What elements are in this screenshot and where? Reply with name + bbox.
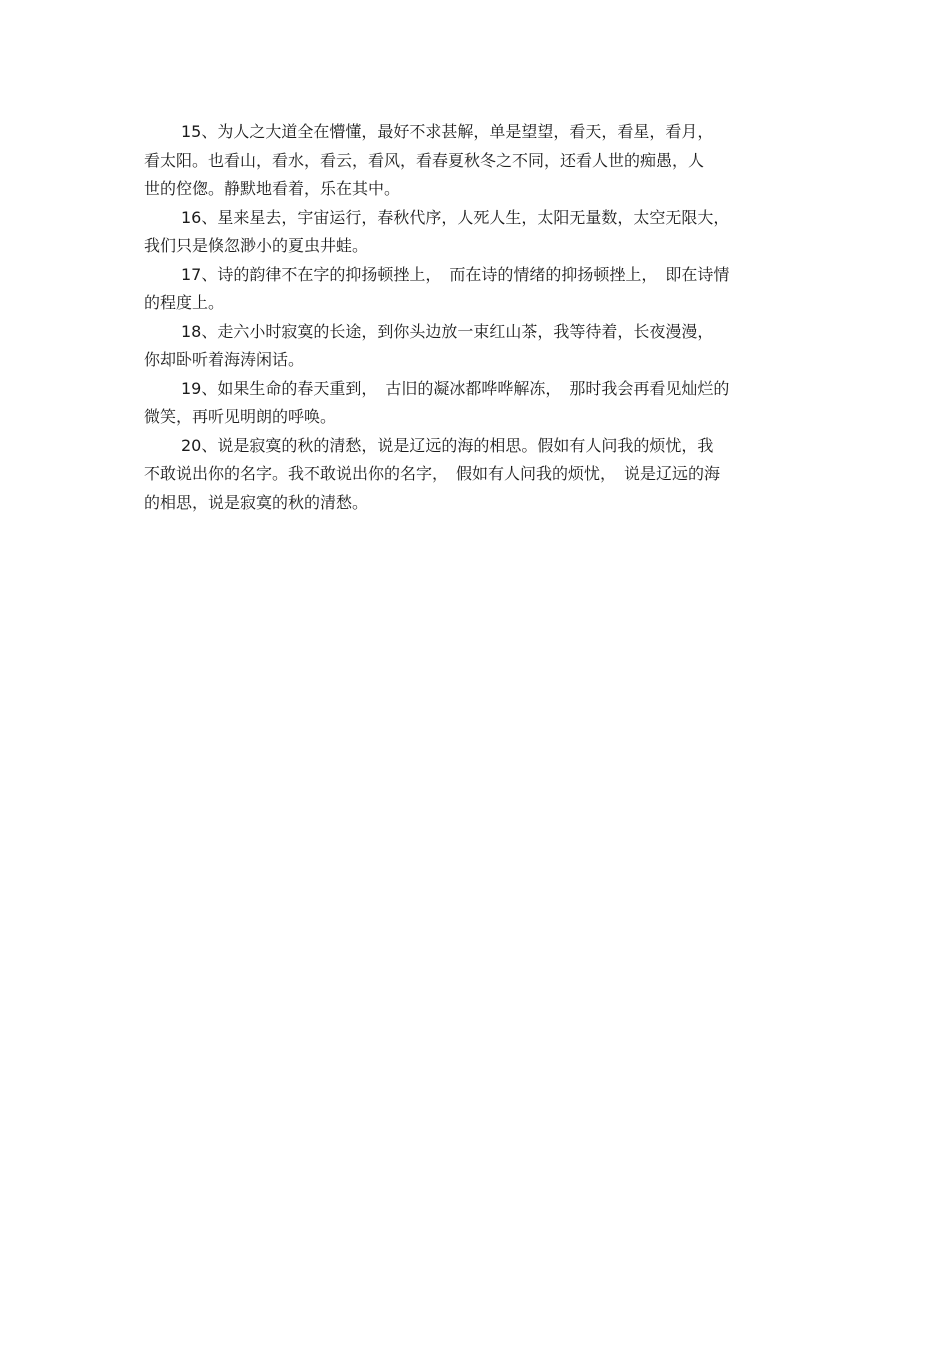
paragraph-line: 看太阳。也看山，看水，看云，看风，看春夏秋冬之不同，还看人世的痴愚，人	[144, 150, 705, 170]
paragraph-line: 17、诗的韵律不在字的抑扬顿挫上， 而在诗的情绪的抑扬顿挫上， 即在诗情	[181, 264, 730, 284]
paragraph-17	[144, 261, 806, 318]
paragraph-15	[144, 118, 806, 204]
paragraph-line: 15、为人之大道全在懵懂，最好不求甚解，单是望望，看天，看星，看月，	[181, 122, 714, 141]
paragraph-line: 我们只是倏忽渺小的夏虫井蛙。	[144, 236, 369, 255]
paragraph-line: 19、如果生命的春天重到， 古旧的凝冰都哗哗解冻， 那时我会再看见灿烂的	[181, 378, 730, 398]
paragraph-19	[144, 375, 806, 432]
paragraph-line: 不敢说出你的名字。我不敢说出你的名字， 假如有人问我的烦忧， 说是辽远的海	[144, 464, 721, 483]
paragraph-line: 世的倥偬。静默地看着，乐在其中。	[144, 179, 401, 198]
paragraph-line: 18、走六小时寂寞的长途，到你头边放一束红山茶，我等待着，长夜漫漫，	[181, 321, 714, 341]
paragraph-20	[144, 432, 806, 518]
paragraph-line: 的程度上。	[144, 293, 225, 312]
paragraph-18	[144, 318, 806, 375]
paragraph-line: 20、说是寂寞的秋的清愁，说是辽远的海的相思。假如有人问我的烦忧，我	[181, 435, 714, 455]
paragraph-line: 你却卧听着海涛闲话。	[144, 350, 305, 369]
paragraph-line: 微笑，再听见明朗的呼唤。	[144, 407, 337, 426]
paragraph-16	[144, 204, 806, 261]
document-body	[144, 118, 806, 517]
paragraph-line: 的相思，说是寂寞的秋的清愁。	[144, 492, 369, 512]
paragraph-line: 16、星来星去，宇宙运行，春秋代序，人死人生，太阳无量数，太空无限大，	[181, 207, 730, 227]
